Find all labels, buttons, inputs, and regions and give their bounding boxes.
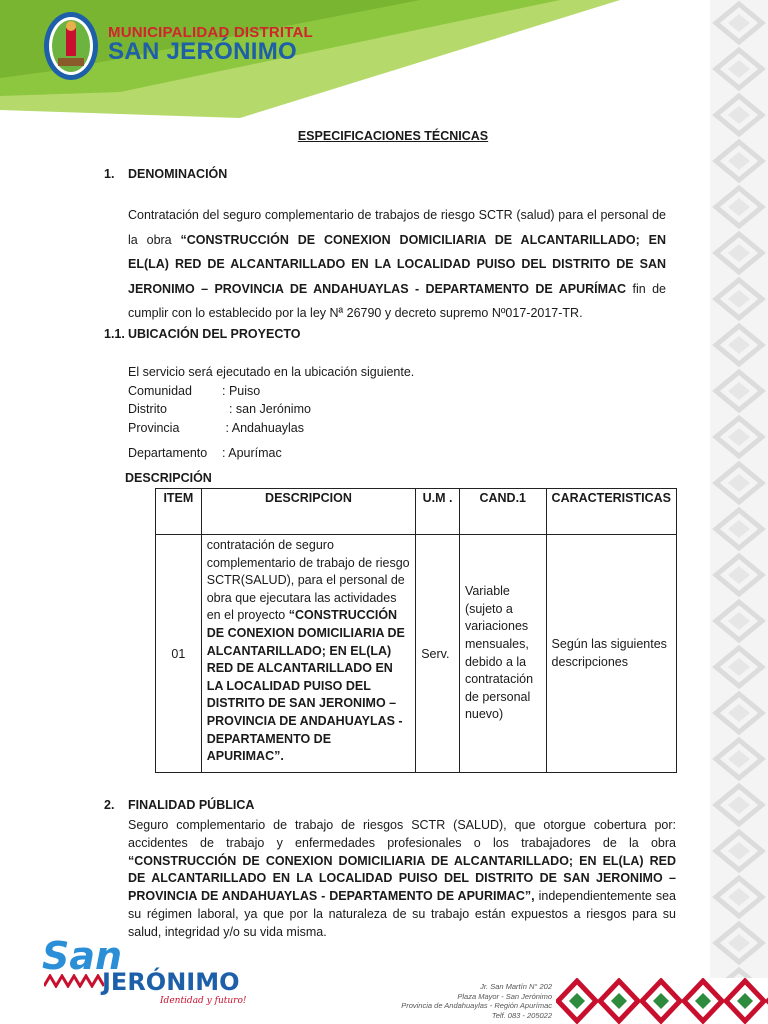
location-value: : Puiso xyxy=(222,384,261,398)
section1-text-bold: “CONSTRUCCIÓN DE CONEXION DOMICILIARIA DE ALCANTARILLADO; EN EL(LA) RED DE ALCANTARILLADO EN LA LOCALIDAD PUISO DEL DISTRITO DE SAN JERONIMO – PROVINCIA DE ANDAHUAYLAS - DEPARTAMENTO DE APURÍMAC xyxy=(128,232,667,296)
location-label: Comunidad xyxy=(128,384,192,398)
description-label: DESCRIPCIÓN xyxy=(125,471,212,485)
cell-desc-plain: contratación de seguro complementario de trabajo de riesgo SCTR(SALUD), para el personal de obra que ejecutara las actividades en el proyecto xyxy=(206,538,410,623)
page-title: ESPECIFICACIONES TÉCNICAS xyxy=(297,129,489,143)
cell-quantity: Variable (sujeto a variaciones mensuales, debido a la contratación de personal nuevo) xyxy=(459,535,546,773)
location-label: Distrito xyxy=(128,402,167,416)
location-label: Departamento xyxy=(128,446,208,460)
section1-number: 1. xyxy=(104,167,115,181)
footer-logo-slogan: Identidad y futuro! xyxy=(160,996,247,1006)
table-header: U.M . xyxy=(416,489,460,535)
address-line: Provincia de Andahuaylas - Región Apurímac xyxy=(401,1001,552,1010)
section11-title: UBICACIÓN DEL PROYECTO xyxy=(128,327,301,341)
municipality-name-line1: MUNICIPALIDAD DISTRITAL xyxy=(108,24,313,41)
section1-title: DENOMINACIÓN xyxy=(128,167,228,181)
footer-logo-bottom: JERÓNIMO xyxy=(102,968,240,996)
table-header: CAND.1 xyxy=(459,489,546,535)
address-line: Plaza Mayor - San Jerónimo xyxy=(457,991,552,1001)
location-row-distrito xyxy=(128,402,311,416)
side-decorative-pattern xyxy=(710,0,768,1024)
location-row-provincia xyxy=(128,421,304,435)
section2-paragraph xyxy=(128,817,676,942)
footer-decorative-pattern xyxy=(556,978,768,1024)
table-header-row xyxy=(156,489,677,535)
table-header: CARACTERISTICAS xyxy=(546,489,676,535)
footer-address xyxy=(392,982,552,1020)
location-intro: El servicio será ejecutado en la ubicación siguiente. xyxy=(128,365,415,379)
section11-number: 1.1. xyxy=(104,327,125,341)
location-value: : Apurímac xyxy=(222,446,282,460)
cell-description xyxy=(201,535,415,773)
location-label: Provincia xyxy=(128,421,180,435)
municipality-name-line2: SAN JERÓNIMO xyxy=(108,38,297,65)
section2-text-bold: “CONSTRUCCIÓN DE CONEXION DOMICILIARIA DE ALCANTARILLADO; EN EL(LA) RED DE ALCANTARILLADO EN LA LOCALIDAD PUISO DEL DISTRITO DE SAN JERONIMO – PROVINCIA DE ANDAHUAYLAS - DEPARTAMENTO DE APURIMAC”, xyxy=(128,853,676,904)
location-row-comunidad xyxy=(128,384,260,398)
footer-logo-top: San xyxy=(42,934,123,978)
municipal-seal-logo xyxy=(42,10,100,82)
specifications-table xyxy=(155,488,677,773)
table-header: DESCRIPCION xyxy=(201,489,415,535)
cell-unit: Serv. xyxy=(416,535,460,773)
section1-text-b: fin de cumplir con lo establecido por la ley Nª 26790 y decreto supremo Nº017-2017-TR. xyxy=(128,281,666,320)
location-value: : Andahuaylas xyxy=(222,421,305,435)
location-row-departamento xyxy=(128,446,282,460)
address-line: Telf. 083 - 205022 xyxy=(491,1010,552,1020)
section2-title: FINALIDAD PÚBLICA xyxy=(128,798,255,812)
section2-text-a: Seguro complementario de trabajo de riesgos SCTR (SALUD), que otorgue cobertura por: accidentes de trabajo y enfermedades profesionales o los trabajadores de la obra xyxy=(128,818,676,850)
section1-paragraph xyxy=(128,203,666,326)
cell-desc-bold: “CONSTRUCCIÓN DE CONEXION DOMICILIARIA DE ALCANTARILLADO; EN EL(LA) RED DE ALCANTARILLADO EN LA LOCALIDAD PUISO DEL DISTRITO DE SAN JERONIMO – PROVINCIA DE ANDAHUAYLAS - DEPARTAMENTO DE APURIMAC”. xyxy=(206,608,405,764)
address-line: Jr. San Martín N° 202 xyxy=(480,982,552,991)
footer-brand-logo xyxy=(40,934,270,1020)
section1-text-a: Contratación del seguro complementario de trabajos de riesgo SCTR (salud) para el personal de la obra xyxy=(128,208,666,247)
section2-number: 2. xyxy=(104,798,115,812)
location-value: : san Jerónimo xyxy=(222,402,311,416)
table-header: ITEM xyxy=(156,489,202,535)
cell-item: 01 xyxy=(156,535,202,773)
table-row xyxy=(156,535,677,773)
cell-characteristics: Según las siguientes descripciones xyxy=(546,535,676,773)
footer-logo-zigzag xyxy=(44,974,104,988)
section2-text-b: independientemente sea su régimen laboral, ya que por la naturaleza de su trabajo están expuestos a riesgos para su salud, integridad y/o su vida misma. xyxy=(128,889,676,939)
header-green-banner xyxy=(0,0,768,140)
